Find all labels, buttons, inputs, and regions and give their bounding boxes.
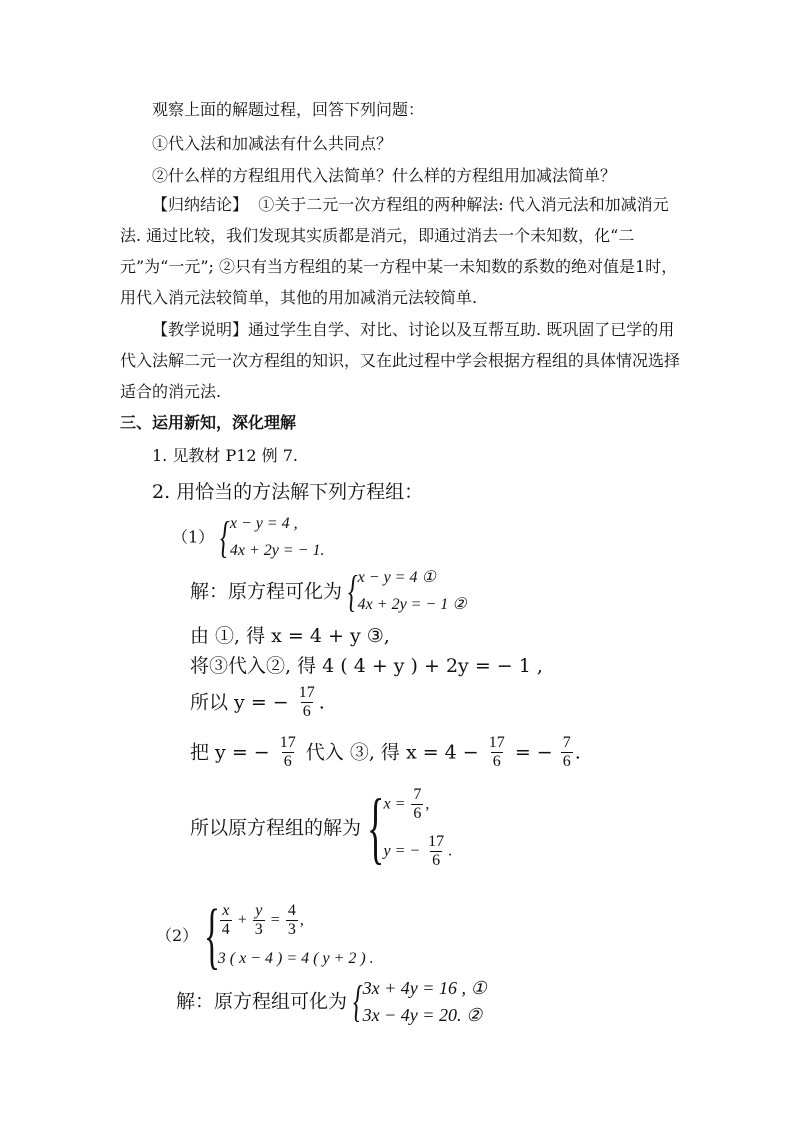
fraction [253, 902, 265, 939]
answer-y-label: y = − [383, 842, 421, 860]
p1-eq2: 4x + 2y = − 1. [229, 542, 325, 559]
period: . [318, 691, 325, 714]
left-brace: { [348, 566, 358, 616]
fraction [220, 902, 232, 939]
item-2: 2. 用恰当的方法解下列方程组： [152, 481, 424, 503]
frac-denominator: 6 [283, 753, 292, 770]
frac-numerator: 17 [279, 734, 296, 751]
fraction [561, 734, 573, 771]
plus-sign: + [237, 911, 247, 928]
p2-sol-eq2: 3x − 4y = 20. ② [362, 1005, 483, 1025]
section-heading: 三、运用新知，深化理解 [120, 413, 297, 432]
frac-numerator: 17 [428, 833, 445, 850]
question-1: ①代入法和加减法有什么共同点？ [152, 134, 393, 153]
problem-2-label: （2） [156, 926, 199, 945]
p1-sol-prefix: 解：原方程可化为 [190, 580, 343, 603]
fraction [278, 734, 298, 771]
fraction [411, 786, 423, 823]
p1-solution-system [190, 566, 467, 617]
frac-numerator: 4 [287, 901, 296, 919]
p1-answer-prefix: 所以原方程组的解为 [190, 817, 362, 839]
fraction [286, 902, 298, 939]
comma: , [299, 911, 304, 928]
left-brace: { [204, 895, 221, 977]
p2-sol-prefix: 解：原方程组可化为 [176, 990, 348, 1013]
p1-sol-eq1: x − y = 4 ① [357, 569, 436, 586]
p1-step-1: 由 ①, 得 x = 4 + y ③, [190, 625, 390, 647]
problem-1-label: （1） [172, 527, 215, 547]
frac-denominator: 6 [432, 852, 441, 869]
frac-denominator: 6 [302, 703, 311, 720]
teaching-tag: 【教学说明】 [152, 320, 249, 339]
p1-step-3-prefix: 所以 y = − [190, 691, 289, 714]
p1-eq1: x − y = 4 , [229, 515, 298, 532]
comma: , [425, 795, 430, 813]
p2-solution-system [176, 976, 487, 1027]
period: . [574, 741, 581, 764]
question-2: ②什么样的方程组用代入法简单？什么样的方程组用加减法简单？ [152, 166, 617, 185]
frac-numerator: 7 [562, 734, 571, 751]
frac-denominator: 4 [221, 920, 230, 938]
p2-sol-eq1: 3x + 4y = 16 , ① [362, 978, 487, 998]
p1-step-2: 将③代入②, 得 4 ( 4 + y ) + 2y = − 1 , [190, 655, 543, 677]
p1-answer [190, 786, 452, 870]
frac-numerator: 7 [413, 786, 422, 803]
frac-numerator: 17 [488, 734, 505, 751]
teaching-text: 通过学生自学、对比、讨论以及互帮互助. 既巩固了已学的用代入法解二元一次方程组的知识，又在此过程中学会根据方程组的具体情况选择适合的消元法. [120, 320, 681, 401]
teaching-paragraph [120, 314, 680, 407]
frac-numerator: 17 [298, 684, 315, 701]
fraction [297, 684, 317, 721]
p1-step-4-c: = − [514, 741, 553, 764]
frac-numerator: y [255, 901, 263, 919]
item-1: 1. 见教材 P12 例 7. [152, 446, 299, 465]
equals-sign: = [270, 911, 280, 928]
answer-x-label: x = [383, 795, 406, 813]
observe-line: 观察上面的解题过程，回答下列问题： [152, 100, 425, 119]
p1-step-3 [190, 684, 325, 721]
p2-eq2: 3 ( x − 4 ) = 4 ( y + 2 ) . [217, 949, 374, 967]
fraction [487, 734, 507, 771]
conclusion-tag: 【归纳结论】 [152, 195, 249, 214]
frac-denominator: 6 [492, 753, 501, 770]
frac-denominator: 3 [287, 920, 296, 938]
frac-numerator: x [222, 901, 230, 919]
p1-step-4-a: 把 y = − [190, 741, 270, 764]
p1-sol-eq2: 4x + 2y = − 1 ② [357, 596, 467, 613]
frac-denominator: 3 [254, 920, 263, 938]
left-brace: { [367, 784, 385, 872]
period: . [448, 842, 453, 860]
p1-step-4-b: 代入 ③, 得 x = 4 − [305, 741, 479, 764]
conclusion-paragraph [120, 189, 680, 313]
fraction [426, 833, 446, 870]
left-brace: { [353, 976, 363, 1026]
frac-denominator: 6 [413, 805, 422, 822]
left-brace: { [220, 512, 230, 562]
problem-1-system [172, 512, 324, 563]
p1-step-4 [190, 734, 581, 771]
conclusion-text: ①关于二元一次方程组的两种解法: 代入消元法和加减消元法. 通过比较，我们发现其实质都是消元，即通过消去一个未知数，化“二元”为“一元”; ②只有当方程组的某一方程中某一未知数的系数的绝对值是1时，用代入消元法较简单，其他的用加减消元法较简单. [120, 195, 678, 307]
problem-2-system [156, 896, 374, 976]
p2-eq1 [218, 902, 374, 939]
frac-denominator: 6 [562, 753, 571, 770]
